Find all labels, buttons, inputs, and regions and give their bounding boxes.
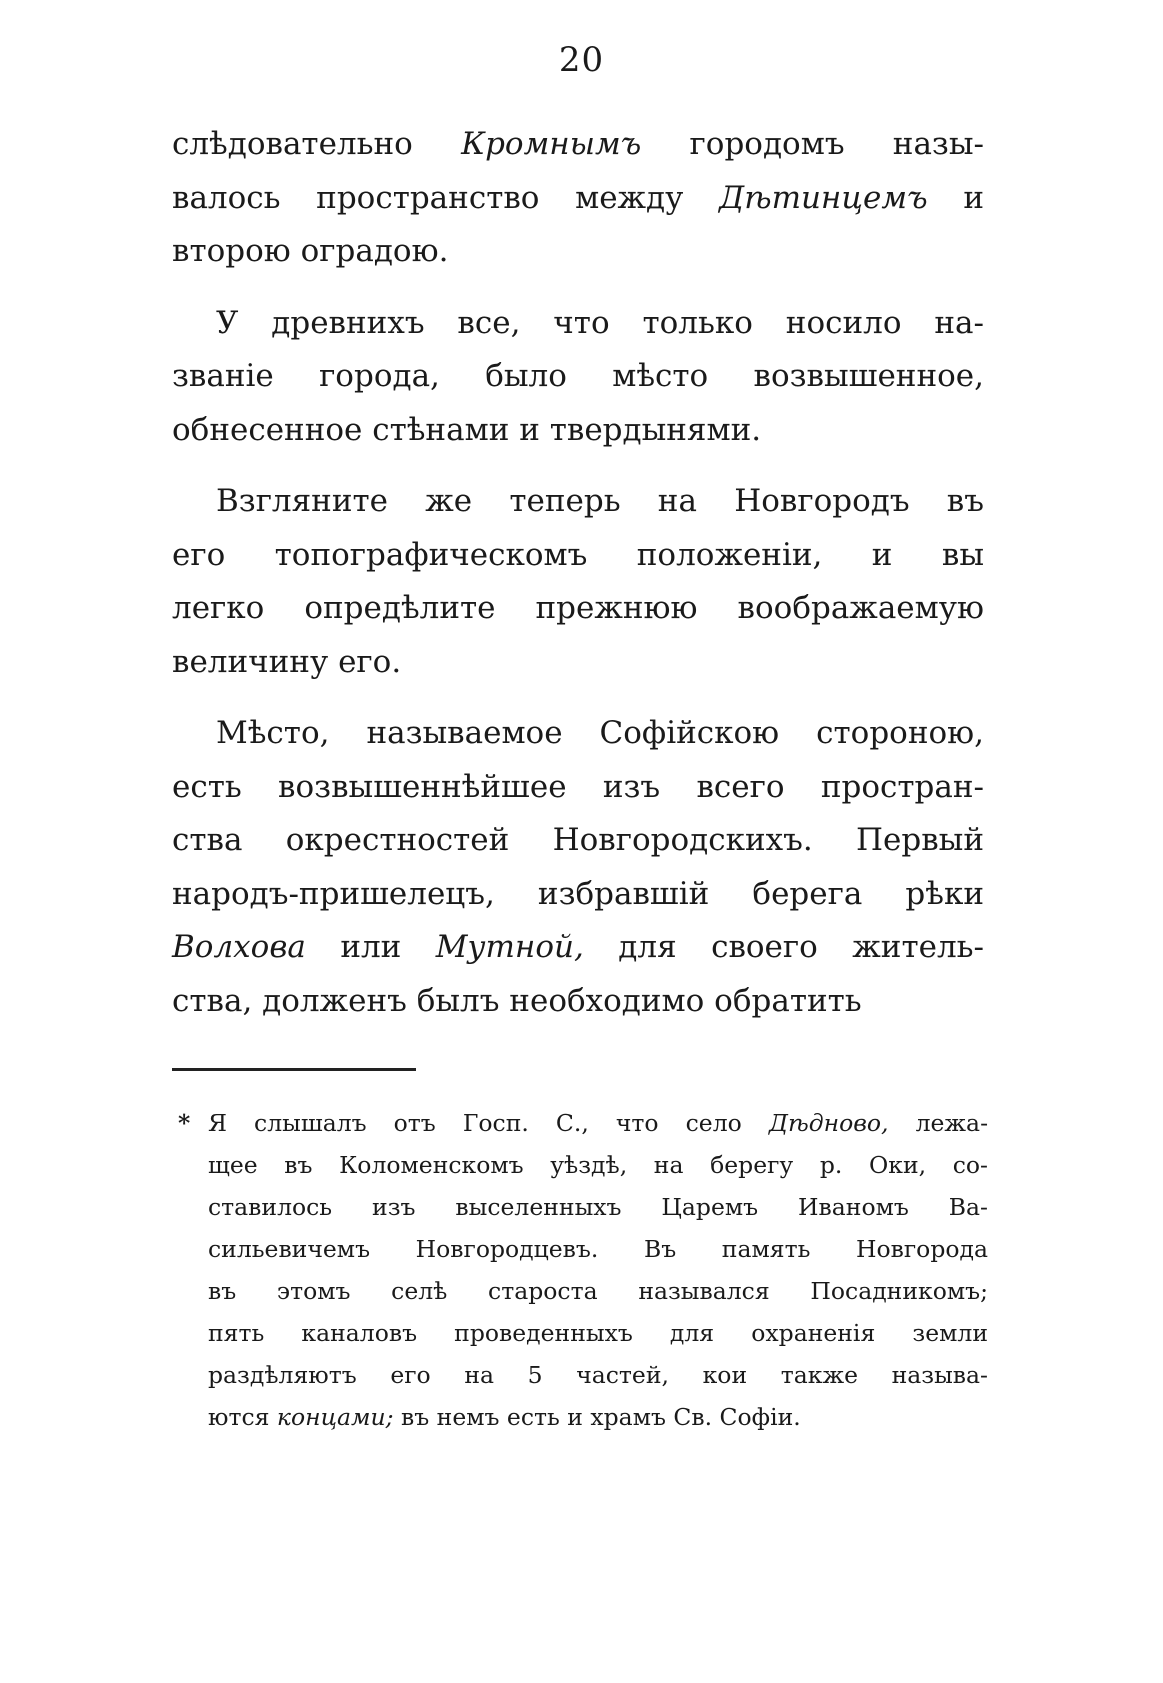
text-line — [172, 975, 984, 1029]
italic-term: концами; — [276, 1403, 394, 1431]
text-line — [172, 350, 984, 404]
text-line — [172, 297, 984, 351]
paragraph — [172, 118, 984, 279]
text-run: ства окрестностей Новгородскихъ. Первый — [172, 822, 984, 858]
footnote-line — [178, 1228, 988, 1270]
text-run: званіе города, было мѣсто возвышенное, — [172, 358, 984, 394]
text-run: валось пространство между — [172, 179, 720, 216]
text-run: Мѣсто, называемое Софійскою стороною, — [216, 715, 984, 751]
page-number: 20 — [558, 40, 605, 80]
footnote-separator — [172, 1068, 416, 1071]
text-run: ставилось изъ выселенныхъ Царемъ Иваномъ Ва- — [208, 1193, 988, 1221]
paragraph — [172, 297, 984, 458]
footnote-line — [178, 1270, 988, 1312]
text-line — [172, 582, 984, 636]
text-run: городомъ назы- — [641, 126, 984, 162]
paragraph — [172, 707, 984, 1028]
paragraph — [172, 475, 984, 689]
footnote-line — [178, 1186, 988, 1228]
text-run: лежа- — [888, 1109, 989, 1137]
text-run: легко опредѣлите прежнюю воображаемую — [172, 590, 984, 626]
text-line — [172, 814, 984, 868]
text-line — [172, 761, 984, 815]
footnote-line — [178, 1396, 988, 1438]
text-run: или — [305, 929, 436, 965]
italic-term: Мутной, — [435, 929, 584, 965]
text-run: щее въ Коломенскомъ уѣздѣ, на берегу р. Оки, со- — [208, 1151, 988, 1179]
text-run: его топографическомъ положеніи, и вы — [172, 536, 984, 573]
text-run: есть возвышеннѣйшее изъ всего простран- — [172, 768, 984, 805]
text-run: второю оградою. — [172, 233, 449, 269]
text-run: пять каналовъ проведенныхъ для охраненія земли — [208, 1319, 988, 1347]
text-run: въ этомъ селѣ староста назывался Посадникомъ; — [208, 1277, 988, 1305]
text-line — [172, 475, 984, 529]
italic-term: Кромнымъ — [461, 126, 642, 162]
italic-term: Дѣтинцемъ — [719, 179, 928, 216]
text-run: и — [927, 179, 984, 216]
italic-term: Дѣдново, — [768, 1109, 889, 1137]
text-run: ства, долженъ былъ необходимо обратить — [172, 982, 862, 1019]
italic-term: Волхова — [172, 929, 306, 965]
text-run: сильевичемъ Новгородцевъ. Въ память Новгорода — [208, 1235, 988, 1263]
text-line — [172, 636, 984, 690]
text-run: въ немъ есть и храмъ Св. Софіи. — [393, 1403, 801, 1431]
footnote — [178, 1102, 988, 1438]
footnote-line — [178, 1102, 988, 1144]
footnote-marker: * — [178, 1109, 191, 1137]
text-line — [172, 172, 984, 226]
text-line — [172, 404, 984, 458]
text-run: ются — [208, 1403, 277, 1431]
text-line — [172, 529, 984, 583]
text-line — [172, 868, 984, 922]
text-line — [172, 921, 984, 975]
footnote-line — [178, 1144, 988, 1186]
footnote-line — [178, 1354, 988, 1396]
text-run: для своего житель- — [583, 929, 984, 965]
text-line — [172, 707, 984, 761]
text-run: Я слышалъ отъ Госп. С., что село — [208, 1109, 769, 1137]
text-run: обнесенное стѣнами и твердынями. — [172, 411, 762, 448]
text-run: слѣдовательно — [172, 126, 462, 162]
text-run: Взгляните же теперь на Новгородъ въ — [216, 483, 984, 519]
text-line — [172, 225, 984, 279]
main-text — [172, 118, 984, 1046]
text-line — [172, 118, 984, 172]
text-run: величину его. — [172, 643, 402, 680]
text-run: У древнихъ все, что только носило на- — [216, 304, 984, 341]
text-run: народъ-пришелецъ, избравшій берега рѣки — [172, 875, 984, 912]
text-run: раздѣляютъ его на 5 частей, кои также называ- — [208, 1361, 988, 1389]
footnote-line — [178, 1312, 988, 1354]
